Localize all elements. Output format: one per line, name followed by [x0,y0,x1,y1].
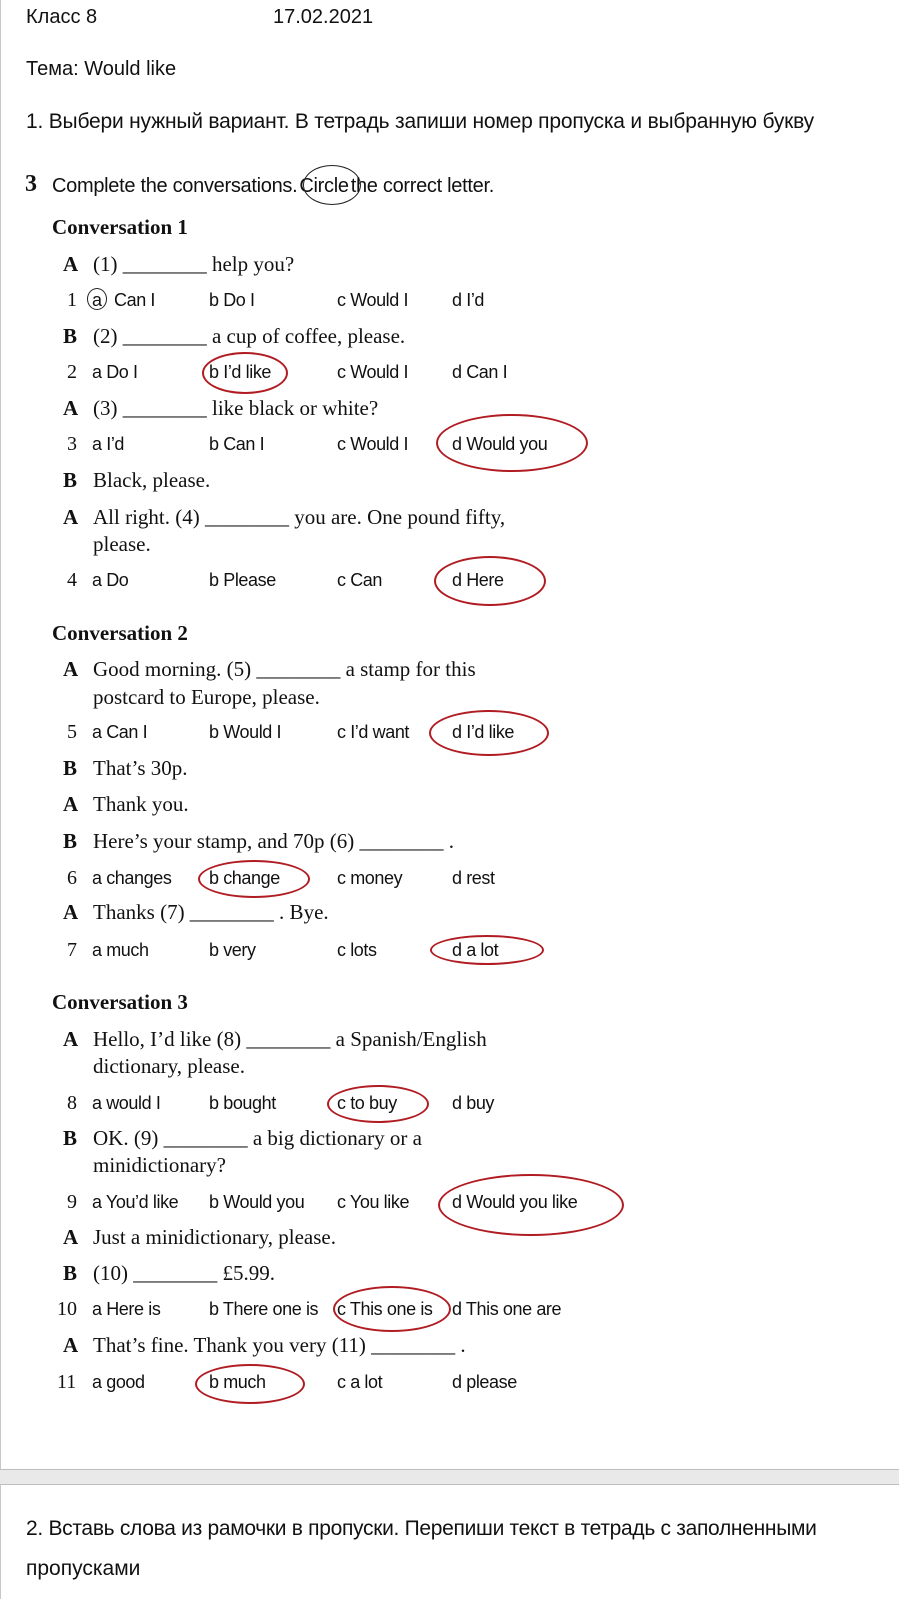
option-a[interactable]: a You’d like [92,1192,179,1212]
option-b[interactable]: b Do I [209,290,255,310]
dialogue-line: B That’s 30p. [63,756,188,780]
dialogue-line-continuation: postcard to Europe, please. [93,685,320,709]
title-circle-mark [303,165,361,205]
option-a[interactable]: a I’d [92,434,125,454]
answer-ring [195,1364,305,1404]
answer-ring [198,860,310,898]
option-b[interactable]: b much [209,1372,266,1392]
dialogue-line: A (1) ________ help you? [63,252,295,276]
date: 17.02.2021 [273,6,374,28]
option-b[interactable]: b There one is [209,1299,319,1319]
option-b[interactable]: b Would you [209,1192,305,1212]
question-number: 6 [67,867,77,889]
dialogue-line-continuation: dictionary, please. [93,1054,245,1078]
option-b[interactable]: b Please [209,570,276,590]
question-number: 5 [67,721,77,743]
dialogue-line: A That’s fine. Thank you very (11) ________ . [63,1333,466,1357]
dialogue-line: B (2) ________ a cup of coffee, please. [63,324,406,348]
option-a[interactable]: a Here is [92,1299,161,1319]
option-d[interactable]: d I’d [452,290,485,310]
option-a[interactable]: a changes [92,868,172,888]
option-c[interactable]: c I’d want [337,722,410,742]
question-number: 4 [67,569,77,591]
option-d[interactable]: d buy [452,1093,495,1113]
conversation-1-title: Conversation 1 [52,215,188,239]
conversation-3-title: Conversation 3 [52,990,188,1014]
answer-ring [327,1085,429,1123]
exercise-title-circled: Circle [299,175,349,197]
option-a[interactable]: a good [92,1372,145,1392]
option-d[interactable]: d I’d like [452,722,515,742]
dialogue-line: B Black, please. [63,468,211,492]
option-c[interactable]: c to buy [337,1093,397,1113]
exercise-title [52,175,494,198]
task2-instruction-line1: 2. Вставь слова из рамочки в пропуски. Перепиши текст в тетрадь с заполненными [26,1517,817,1540]
option-d[interactable]: d This one are [452,1299,562,1319]
option-d[interactable]: d please [452,1372,517,1392]
dialogue-line: A Hello, I’d like (8) ________ a Spanish/English [63,1027,487,1051]
worksheet-page-2 [0,1484,899,1599]
dialogue-line: B (10) ________ £5.99. [63,1261,275,1285]
answer-circle-mark [87,288,107,310]
dialogue-line: B Here’s your stamp, and 70p (6) ________ . [63,829,455,853]
dialogue-line: A Good morning. (5) ________ a stamp for this [63,657,476,681]
option-b[interactable]: b I’d like [209,362,272,382]
option-d[interactable]: d Would you like [452,1192,578,1212]
answer-ring [436,414,588,472]
exercise-title-before: Complete the conversations. [52,175,298,197]
question-number: 2 [67,361,77,383]
question-number: 11 [57,1371,77,1393]
option-b[interactable]: b very [209,940,256,960]
option-b[interactable]: b change [209,868,280,888]
question-number: 3 [67,433,77,455]
answer-ring [430,935,544,965]
dialogue-line: A Thank you. [63,792,189,816]
option-c[interactable]: c Would I [337,290,409,310]
question-number: 9 [67,1191,77,1213]
exercise-number: 3 [25,171,37,197]
option-a-text[interactable]: Can I [114,290,156,310]
dialogue-line: A Just a minidictionary, please. [63,1225,336,1249]
option-c[interactable]: c money [337,868,403,888]
dialogue-line: B OK. (9) ________ a big dictionary or a [63,1126,422,1150]
question-number: 8 [67,1092,77,1114]
dialogue-line: A All right. (4) ________ you are. One pound fifty, [63,505,506,529]
option-c[interactable]: c Would I [337,434,409,454]
option-c[interactable]: c Would I [337,362,409,382]
task1-instruction: 1. Выбери нужный вариант. В тетрадь запиши номер пропуска и выбранную букву [26,110,814,133]
conversation-2-title: Conversation 2 [52,621,188,645]
option-c[interactable]: c lots [337,940,377,960]
task2-instruction-line2: пропусками [26,1557,141,1580]
option-d[interactable]: d a lot [452,940,499,960]
option-a[interactable]: a [92,290,102,310]
option-a[interactable]: a Do [92,570,129,590]
answer-ring [202,352,288,394]
option-a[interactable]: a Can I [92,722,148,742]
option-c[interactable]: c Can [337,570,383,590]
option-d[interactable]: d Can I [452,362,508,382]
option-b[interactable]: b Would I [209,722,282,742]
option-c[interactable]: c You like [337,1192,410,1212]
answer-ring [429,710,549,756]
option-c[interactable]: c a lot [337,1372,383,1392]
option-b[interactable]: b Can I [209,434,265,454]
option-a[interactable]: a would I [92,1093,161,1113]
option-d[interactable]: d Would you [452,434,548,454]
option-d[interactable]: d Here [452,570,504,590]
question-number: 10 [57,1298,77,1320]
option-b[interactable]: b bought [209,1093,276,1113]
answer-ring [333,1286,451,1332]
dialogue-line-continuation: minidictionary? [93,1153,226,1177]
dialogue-line: A Thanks (7) ________ . Bye. [63,900,329,924]
option-a[interactable]: a much [92,940,149,960]
class-label: Класс 8 [26,6,98,28]
topic: Тема: Would like [26,58,177,80]
option-a[interactable]: a Do I [92,362,138,382]
answer-ring [434,556,546,606]
question-number: 1 [67,289,77,311]
dialogue-line: A (3) ________ like black or white? [63,396,379,420]
answer-ring [438,1174,624,1236]
exercise-title-after: the correct letter. [350,175,494,197]
option-c[interactable]: c This one is [337,1299,433,1319]
dialogue-line-continuation: please. [93,532,151,556]
option-d[interactable]: d rest [452,868,495,888]
question-number: 7 [67,939,77,961]
